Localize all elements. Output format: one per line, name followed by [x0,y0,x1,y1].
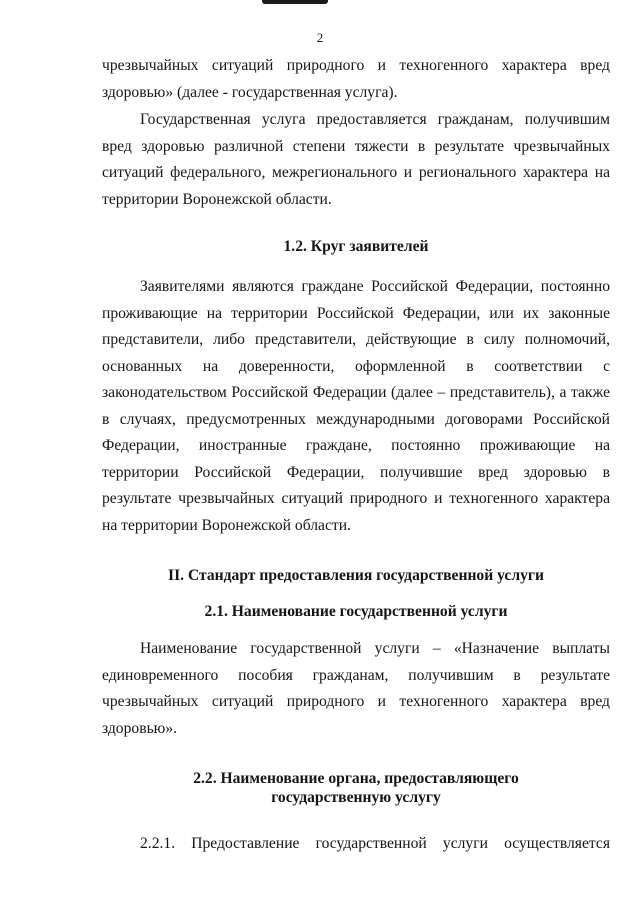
paragraph-2-2-1: 2.2.1. Предоставление государственной услуги осуществляется [140,835,610,852]
chapter-heading-ii: II. Стандарт предоставления государственной услуги [168,567,544,584]
section-heading-2-2-line2: государственную услугу [271,789,441,806]
paragraph-applicants: Заявителями являются граждане Российской Федерации, постоянно проживающие на территории Российской Федерации, или их законные представители, либо представители, действующие в силу полномочий, основанных на доверенности, оформленной в соответствии с законодательством Российской Федерации (далее – представитель), а также в случаях, предусмотренных международными договорами Российской Федерации, иностранные граждане, постоянно проживающие на территории Российской Федерации, получившие вред здоровью в результате чрезвычайных ситуаций природного и техногенного характера на территории Воронежской области. [102,278,610,534]
section-heading-2-2 [102,769,610,807]
section-heading-1-2: 1.2. Круг заявителей [283,238,429,255]
section-heading-2-1: 2.1. Наименование государственной услуги [204,603,508,620]
paragraph-service-provision: Государственная услуга предоставляется гражданам, получившим вред здоровью различной степени тяжести в результате чрезвычайных ситуаций федерального, межрегионального и регионального характера на территории Воронежской области. [102,111,610,208]
paragraph-continuation: чрезвычайных ситуаций природного и техногенного характера вред здоровью» (далее - государственная услуга). [102,57,610,101]
paragraph-service-name: Наименование государственной услуги – «Назначение выплаты единовременного пособия гражданам, получившим в результате чрезвычайных ситуаций природного и техногенного характера вред здоровью». [102,640,610,737]
document-body [102,53,610,858]
section-heading-2-2-line1: 2.2. Наименование органа, предоставляющего [193,770,519,787]
page-number: 2 [316,30,324,45]
scan-edge-mark [262,0,328,4]
